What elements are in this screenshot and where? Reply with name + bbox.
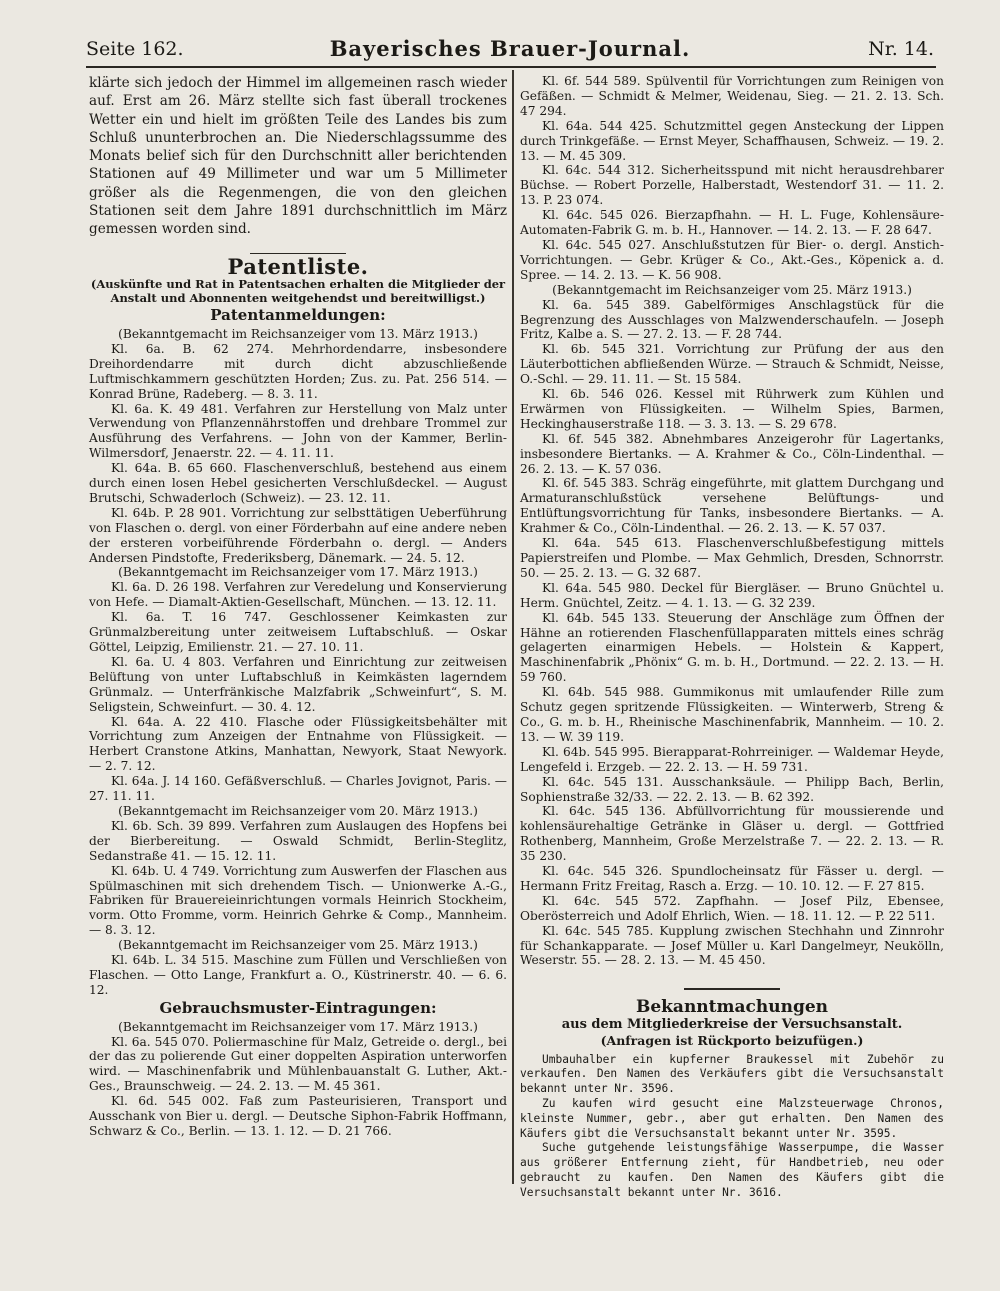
- patent-entry: Kl. 6a. U. 4 803. Verfahren und Einrichtung zur zeitweisen Belüftung von unter Luftabschluß in Keimkästen lagerndem Grünmalz. — Unterfränkische Malzfabrik „Schweinfurt“, S. M. Seligstein, Schweinfurt. — 30. 4. 12.: [89, 654, 507, 714]
- utility-model-entry: Kl. 6f. 545 383. Schräg eingeführte, mit glattem Durchgang und Armaturanschlußstück versehene Belüftungs- und Entlüftungsvorrichtung für Tanks, insbesondere Biertanks. — A. Krahmer & Co., Cöln-Lindenthal. — 26. 2. 13. — K. 57 037.: [520, 476, 944, 536]
- column-divider: [512, 70, 514, 1184]
- header-rule: [86, 66, 936, 68]
- announcements-title: Bekanntmachungen: [635, 996, 829, 1017]
- utility-model-entry: Kl. 64b. 545 995. Bierapparat-Rohrreiniger. — Waldemar Heyde, Lengefeld i. Erzgeb. — 22. 2. 13. — H. 59 731.: [520, 744, 944, 774]
- journal-title: Bayerisches Brauer-Journal.: [329, 36, 691, 61]
- utility-model-entry: Kl. 64c. 545 131. Ausschanksäule. — Philipp Bach, Berlin, Sophienstraße 32/33. — 22. 2. 13. — B. 62 392.: [520, 774, 944, 804]
- publication-date: (Bekanntgemacht im Reichsanzeiger vom 17. März 1913.): [118, 1019, 478, 1034]
- announcements-note: (Anfragen ist Rückporto beizufügen.): [600, 1032, 864, 1048]
- utility-model-entry: Kl. 64b. 545 988. Gummikonus mit umlaufender Rille zum Schutz gegen spritzende Flüssigkeiten. — Winterwerb, Streng & Co., G. m. b. H., Rheinische Maschinenfabrik, Mannheim. — 10. 2. 13. — W. 39 119.: [520, 685, 944, 744]
- publication-date: (Bekanntgemacht im Reichsanzeiger vom 20. März 1913.): [118, 803, 478, 818]
- utility-model-entry: Kl. 64a. 544 425. Schutzmittel gegen Ansteckung der Lippen durch Trinkgefäße. — Ernst Meyer, Schaffhausen, Schweiz. — 19. 2. 13. — M. 45 309.: [520, 118, 944, 163]
- utility-model-entry: Kl. 64a. 545 980. Deckel für Biergläser. — Bruno Gnüchtel u. Herm. Gnüchtel, Zeitz. — 4. 1. 13. — G. 32 239.: [520, 580, 944, 610]
- page-header: [86, 36, 934, 64]
- patent-entry: Kl. 6a. D. 26 198. Verfahren zur Veredelung und Konservierung von Hefe. — Diamalt-Aktien-Gesellschaft, München. — 13. 12. 11.: [89, 580, 507, 610]
- publication-date: (Bekanntgemacht im Reichsanzeiger vom 25. März 1913.): [118, 938, 478, 953]
- utility-model-entry: Kl. 64c. 545 136. Abfüllvorrichtung für moussierende und kohlensäurehaltige Getränke in Gläser u. dergl. — Gottfried Rothenberg, Mannheim, Große Merzelstraße 7. — 22. 2. 13. — R. 35 230.: [520, 804, 944, 864]
- utility-model-entry: Kl. 64c. 545 326. Spundlocheinsatz für Fässer u. dergl. — Hermann Fritz Freitag, Rasch a. Erzg. — 10. 10. 12. — F. 27 815.: [520, 864, 944, 893]
- patent-list-title: Patentliste.: [227, 254, 369, 280]
- patent-applications-heading: Patentanmeldungen:: [210, 306, 386, 325]
- patent-entry: Kl. 64a. A. 22 410. Flasche oder Flüssigkeitsbehälter mit Vorrichtung zum Anzeigen der Entnahme von Flüssigkeit. — Herbert Cranstone Atkins, Manhattan, Newyork, Staat Newyork. — 2. 7. 12.: [89, 714, 507, 774]
- utility-model-entry: Kl. 6a. 545 070. Poliermaschine für Malz, Getreide o. dergl., bei der das zu polierende Gut einer doppelten Aspiration unterworfen wird. — Maschinenfabrik und Mühlenbauanstalt G. Luther, Akt.-Ges., Braunschweig. — 24. 2. 13. — M. 45 361.: [89, 1034, 507, 1094]
- issue-number: Nr. 14.: [868, 38, 934, 60]
- utility-models-heading: Gebrauchsmuster-Eintragungen:: [159, 998, 437, 1017]
- patent-entry: Kl. 6b. Sch. 39 899. Verfahren zum Auslaugen des Hopfens bei der Bierbereitung. — Oswald Schmidt, Berlin-Steglitz, Sedanstraße 41. — 15. 12. 11.: [89, 818, 507, 863]
- utility-model-entry: Kl. 64b. 545 133. Steuerung der Anschläge zum Öffnen der Hähne an rotierenden Flaschenfüllapparaten mittels eines schräg gelagerten einarmigen Hebels. — Holstein & Kappert, Maschinenfabrik „Phönix“ G. m. b. H., Dortmund. — 22. 2. 13. — H. 59 760.: [520, 610, 944, 685]
- utility-model-entry: Kl. 6b. 545 321. Vorrichtung zur Prüfung der aus den Läuterbottichen abfließenden Würze. — Strauch & Schmidt, Neisse, O.-Schl. — 29. 11. 11. — St. 15 584.: [520, 342, 944, 387]
- patent-entry: Kl. 64b. U. 4 749. Vorrichtung zum Auswerfen der Flaschen aus Spülmaschinen mit sich drehendem Tisch. — Unionwerke A.-G., Fabriken für Brauereieinrichtungen vormals Heinrich Stockheim, vorm. Otto Fromme, vorm. Heinrich Gehrke & Comp., Mannheim. — 8. 3. 12.: [89, 863, 507, 938]
- publication-date: (Bekanntgemacht im Reichsanzeiger vom 17. März 1913.): [118, 565, 478, 580]
- patent-entry: Kl. 64b. P. 28 901. Vorrichtung zur selbsttätigen Ueberführung von Flaschen o. dergl. von einer Förderbahn auf eine andere neben der ersteren vorbeiführende Förderbahn o. dergl. — Anders Andersen Pindstofte, Frederiksberg, Dänemark. — 24. 5. 12.: [89, 505, 507, 565]
- patent-entry: Kl. 6a. B. 62 274. Mehrhordendarre, insbesondere Dreihordendarre mit durch dicht abzuschließende Luftmischkammern geschützten Horden; Zus. zu. Pat. 256 514. — Konrad Brüne, Radeberg. — 8. 3. 11.: [89, 341, 507, 401]
- patent-entry: Kl. 64b. L. 34 515. Maschine zum Füllen und Verschließen von Flaschen. — Otto Lange, Frankfurt a. O., Küstrinerstr. 40. — 6. 6. 12.: [89, 953, 507, 997]
- utility-model-entry: Kl. 64c. 545 027. Anschlußstutzen für Bier- o. dergl. Anstich-Vorrichtungen. — Gebr. Krüger & Co., Akt.-Ges., Köpenick a. d. Spree. — 14. 2. 13. — K. 56 908.: [520, 237, 944, 282]
- left-column: [89, 74, 507, 1139]
- patent-entry: Kl. 64a. J. 14 160. Gefäßverschluß. — Charles Jovignot, Paris. — 27. 11. 11.: [89, 774, 507, 804]
- publication-date: (Bekanntgemacht im Reichsanzeiger vom 13. März 1913.): [118, 326, 478, 341]
- utility-model-entry: Kl. 6a. 545 389. Gabelförmiges Anschlagstück für die Begrenzung des Ausschlages von Malzwenderschaufeln. — Joseph Fritz, Kalbe a. S. — 27. 2. 13. — F. 28 744.: [520, 297, 944, 342]
- announcement: Umbauhalber ein kupferner Braukessel mit Zubehör zu verkaufen. Den Namen des Verkäufers gibt die Versuchsanstalt bekannt unter Nr. 3596.: [520, 1052, 944, 1096]
- utility-model-entry: Kl. 64c. 545 785. Kupplung zwischen Stechhahn und Zinnrohr für Schankapparate. — Josef Müller u. Karl Dangelmeyr, Neukölln, Weserstr. 55. — 28. 2. 13. — M. 45 450.: [520, 923, 944, 968]
- utility-model-entry: Kl. 6f. 544 589. Spülventil für Vorrichtungen zum Reinigen von Gefäßen. — Schmidt & Melmer, Weidenau, Sieg. — 21. 2. 13. Sch. 47 294.: [520, 74, 944, 118]
- utility-model-entry: Kl. 64a. 545 613. Flaschenverschlußbefestigung mittels Papierstreifen und Plombe. — Max Gehmlich, Dresden, Schnorrstr. 50. — 25. 2. 13. — G. 32 687.: [520, 536, 944, 580]
- section-rule: [684, 988, 780, 990]
- patent-entry: Kl. 6a. K. 49 481. Verfahren zur Herstellung von Malz unter Verwendung von Pflanzennährstoffen und drehbare Trommel zur Ausführung des Verfahrens. — John von der Kammer, Berlin-Wilmersdorf, Jenaerstr. 22. — 4. 11. 11.: [89, 401, 507, 461]
- utility-model-entry: Kl. 6d. 545 002. Faß zum Pasteurisieren, Transport und Ausschank von Bier u. dergl. — Deutsche Siphon-Fabrik Hoffmann, Schwarz & Co., Berlin. — 13. 1. 12. — D. 21 766.: [89, 1094, 507, 1139]
- utility-model-entry: Kl. 6f. 545 382. Abnehmbares Anzeigerohr für Lagertanks, insbesondere Biertanks. — A. Krahmer & Co., Cöln-Lindenthal. — 26. 2. 13. — K. 57 036.: [520, 431, 944, 476]
- utility-model-entry: Kl. 64c. 544 312. Sicherheitsspund mit nicht herausdrehbarer Büchse. — Robert Porzelle, Halberstadt, Westendorf 31. — 11. 2. 13. P. 23 074.: [520, 163, 944, 208]
- patent-entry: Kl. 6a. T. 16 747. Geschlossener Keimkasten zur Grünmalzbereitung unter zeitweisem Luftabschluß. — Oskar Göttel, Leipzig, Emilienstr. 21. — 27. 10. 11.: [89, 610, 507, 655]
- intro-paragraph: klärte sich jedoch der Himmel im allgemeinen rasch wieder auf. Erst am 26. März stellte sich fast überall trockenes Wetter ein und hielt im größten Teile des Landes bis zum Schluß ununterbrochen an. Die Niederschlagssumme des Monats belief sich für den Durchschnitt aller berichtenden Stationen auf 49 Millimeter und war um 5 Millimeter größer als die Regenmengen, die von den gleichen Stationen seit dem Jahre 1891 durchschnittlich im März gemessen worden sind.: [89, 75, 507, 238]
- patent-entry: Kl. 64a. B. 65 660. Flaschenverschluß, bestehend aus einem durch einen losen Hebel gesicherten Verschlußdeckel. — August Brutschi, Schwaderloch (Schweiz). — 23. 12. 11.: [89, 461, 507, 505]
- announcement: Suche gutgehende leistungsfähige Wasserpumpe, die Wasser aus größerer Entfernung zieht, für Handbetrieb, neu oder gebraucht zu kaufen. Den Namen des Käufers gibt die Versuchsanstalt bekannt unter Nr. 3616.: [520, 1141, 944, 1199]
- publication-date: (Bekanntgemacht im Reichsanzeiger vom 25. März 1913.): [552, 282, 912, 297]
- page-number: Seite 162.: [86, 38, 184, 60]
- patent-list-note: (Auskünfte und Rat in Patentsachen erhalten die Mitglieder der Anstalt und Abonnenten weitgehendst und bereitwilligst.): [90, 277, 506, 306]
- utility-model-entry: Kl. 64c. 545 026. Bierzapfhahn. — H. L. Fuge, Kohlensäure-Automaten-Fabrik G. m. b. H., Hannover. — 14. 2. 13. — F. 28 647.: [520, 208, 944, 238]
- utility-model-entry: Kl. 64c. 545 572. Zapfhahn. — Josef Pilz, Ebensee, Oberösterreich und Adolf Ehrlich, Wien. — 18. 11. 12. — P. 22 511.: [520, 893, 944, 923]
- utility-model-entry: Kl. 6b. 546 026. Kessel mit Rührwerk zum Kühlen und Erwärmen von Flüssigkeiten. — Wilhelm Spies, Barmen, Heckinghauserstraße 118. — 3. 3. 13. — S. 29 678.: [520, 387, 944, 431]
- right-column: [520, 74, 944, 1201]
- announcement: Zu kaufen wird gesucht eine Malzsteuerwage Chronos, kleinste Nummer, gebr., aber gut erhalten. Den Namen des Käufers gibt die Versuchsanstalt bekannt unter Nr. 3595.: [520, 1096, 944, 1140]
- announcements-subtitle: aus dem Mitgliederkreise der Versuchsanstalt.: [561, 1016, 903, 1032]
